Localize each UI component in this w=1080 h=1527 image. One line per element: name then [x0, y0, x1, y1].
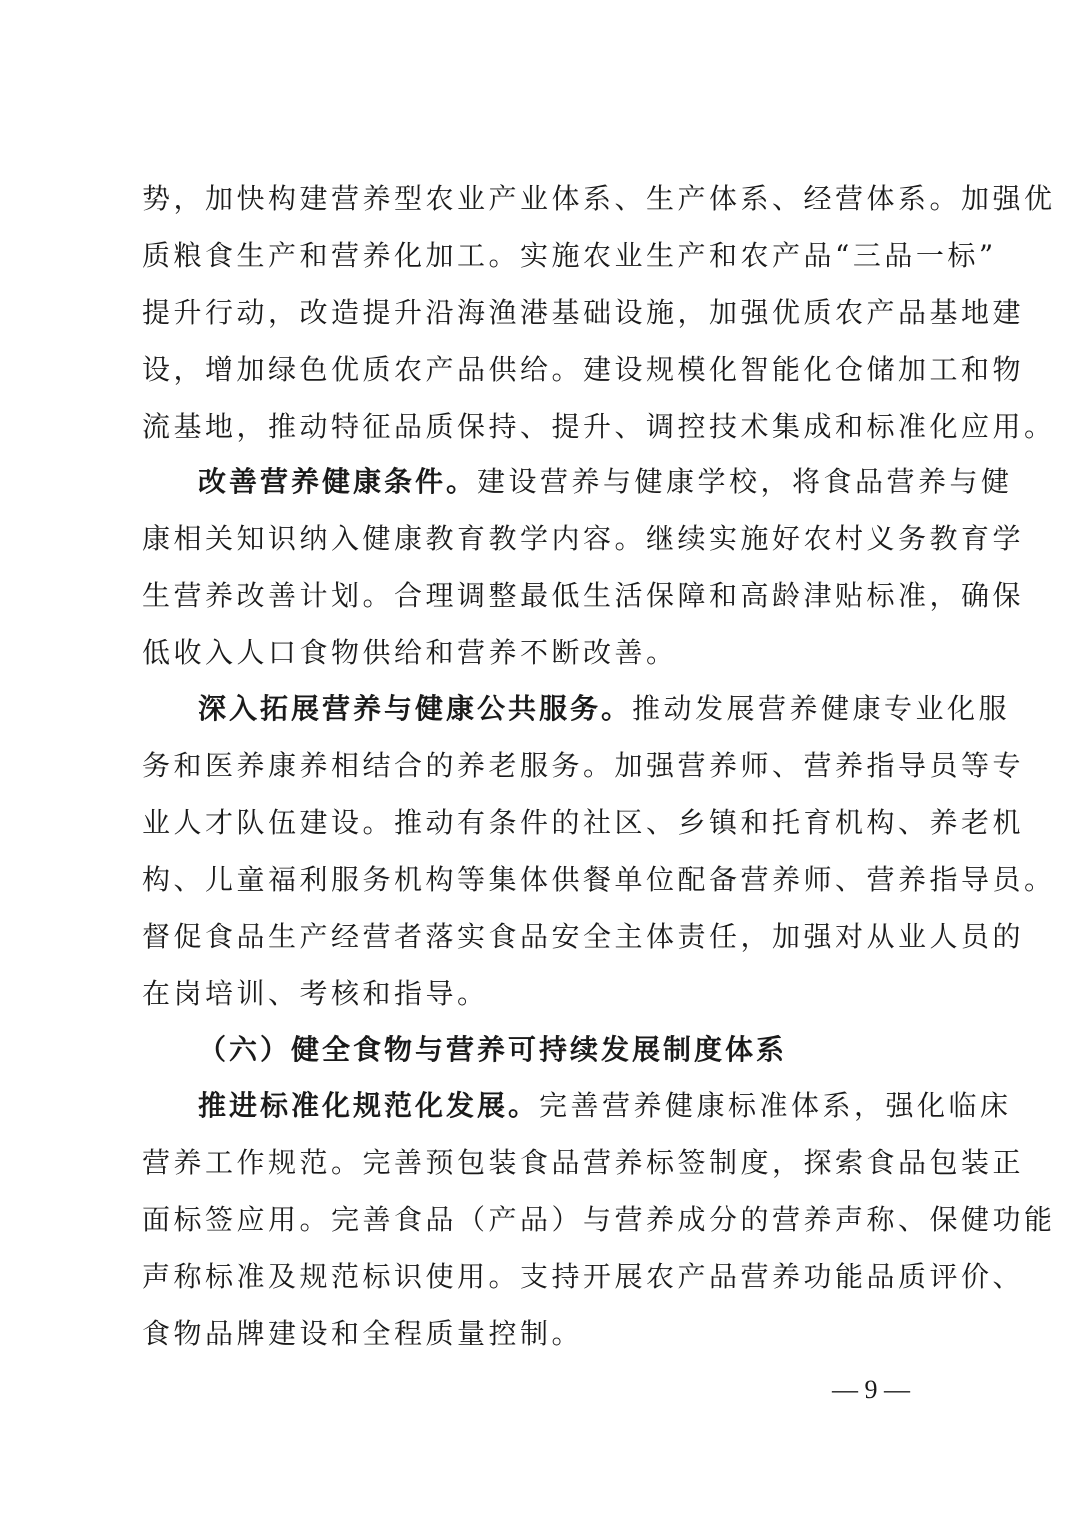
paragraph-line: 康相关知识纳入健康教育教学内容。继续实施好农村义务教育学 [142, 522, 1025, 555]
paragraph-agriculture [142, 170, 1056, 455]
page-number: — 9 — [832, 1375, 910, 1404]
paragraph-line: 生营养改善计划。合理调整最低生活保障和高龄津贴标准，确保 [142, 579, 1025, 612]
paragraph-lead: 推进标准化规范化发展。 [198, 1089, 540, 1122]
paragraph-line: 督促食品生产经营者落实食品安全主体责任，加强对从业人员的 [142, 920, 1025, 953]
paragraph-line: 构、儿童福利服务机构等集体供餐单位配备营养师、营养指导员。 [142, 863, 1056, 896]
paragraph-text: 完善营养健康标准体系，强化临床 [539, 1089, 1012, 1122]
paragraph-line: 营养工作规范。完善预包装食品营养标签制度，探索食品包装正 [142, 1146, 1025, 1179]
paragraph-line: 业人才队伍建设。推动有条件的社区、乡镇和托育机构、养老机 [142, 806, 1025, 839]
paragraph-lead: 改善营养健康条件。 [198, 465, 478, 498]
paragraph-public-services [142, 680, 1056, 1022]
paragraph-line: 低收入人口食物供给和营养不断改善。 [142, 636, 678, 669]
paragraph-line: 势，加快构建营养型农业产业体系、生产体系、经营体系。加强优 [142, 182, 1056, 215]
paragraph-line: 务和医养康养相结合的养老服务。加强营养师、营养指导员等专 [142, 749, 1025, 782]
section-heading: （六）健全食物与营养可持续发展制度体系 [198, 1033, 788, 1066]
paragraph-first-line [142, 1077, 1012, 1134]
paragraph-line: 食物品牌建设和全程质量控制。 [142, 1317, 584, 1350]
paragraph-line: 提升行动，改造提升沿海渔港基础设施，加强优质农产品基地建 [142, 296, 1025, 329]
paragraph-line: 流基地，推动特征品质保持、提升、调控技术集成和标准化应用。 [142, 410, 1056, 443]
paragraph-text: 推动发展营养健康专业化服 [632, 692, 1011, 725]
paragraph-text: 建设营养与健康学校，将食品营养与健 [477, 465, 1013, 498]
paragraph-line: 设，增加绿色优质农产品供给。建设规模化智能化仓储加工和物 [142, 353, 1025, 386]
paragraph-first-line [142, 453, 1013, 510]
paragraph-nutrition-conditions [142, 453, 1025, 681]
paragraph-standardization [142, 1077, 1056, 1362]
paragraph-line: 面标签应用。完善食品（产品）与营养成分的营养声称、保健功能 [142, 1203, 1056, 1236]
paragraph-line: 在岗培训、考核和指导。 [142, 977, 489, 1010]
paragraph-first-line [142, 680, 1011, 737]
paragraph-lead: 深入拓展营养与健康公共服务。 [198, 692, 633, 725]
paragraph-line: 质粮食生产和营养化加工。实施农业生产和农产品“三品一标” [142, 239, 997, 272]
paragraph-line: 声称标准及规范标识使用。支持开展农产品营养功能品质评价、 [142, 1260, 1025, 1293]
